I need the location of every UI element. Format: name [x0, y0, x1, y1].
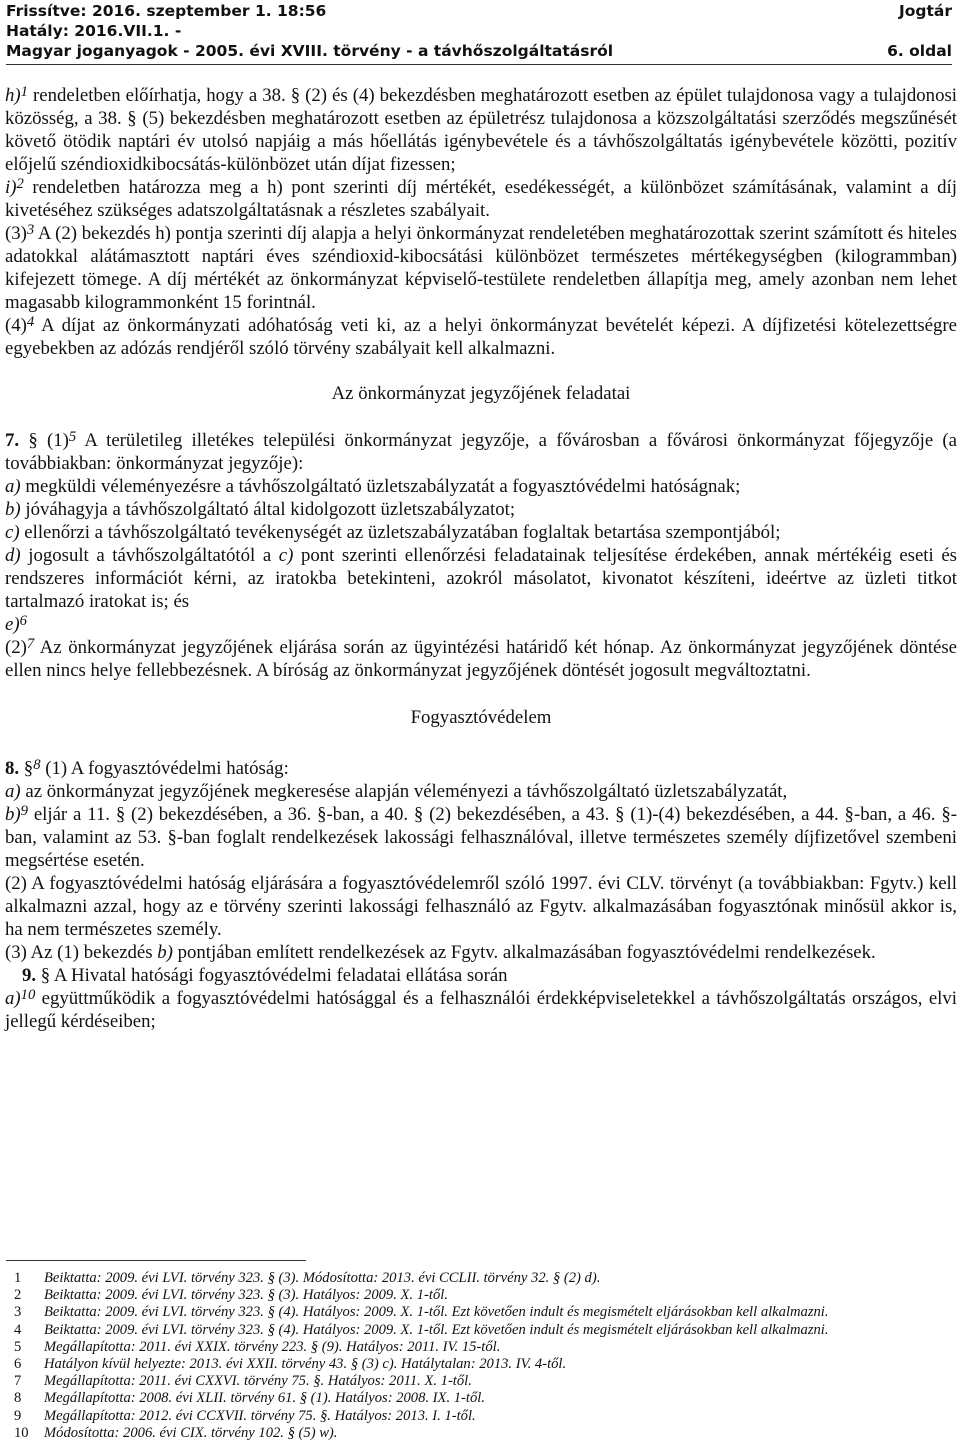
header-updated: Frissítve: 2016. szeptember 1. 18:56: [6, 2, 327, 20]
section-heading-jegyzo: Az önkormányzat jegyzőjének feladatai: [331, 383, 631, 404]
footnote-number: 1: [14, 1270, 22, 1286]
footnote-item: [14, 1339, 944, 1356]
main-text: [5, 84, 957, 1033]
footnote-ref[interactable]: 9: [20, 802, 28, 819]
section-7-point-d: [5, 544, 957, 613]
paragraph-number: (4): [5, 315, 27, 336]
section-sign: §: [19, 758, 34, 779]
point-label: a): [5, 476, 21, 497]
paragraph-text: pont szerinti ellenőrzési feladatainak teljesítése érdekében, annak mértékéig eseti és rendszeres információt kérni, az iratokba betekinteni, azokról másolatot, kivonatot készíteni, ideértve az üzleti titkot tartalmazó iratokat is; és: [5, 545, 957, 612]
section-7-point-b: [5, 498, 957, 521]
paragraph-text: (1) A fogyasztóvédelmi hatóság:: [40, 758, 289, 779]
paragraph-text: jogosult a távhőszolgáltatótól a: [20, 545, 279, 566]
footnote-number: 5: [14, 1338, 22, 1355]
paragraph-text: A díjat az önkormányzati adóhatóság veti ki, az a helyi önkormányzat bevételét képezi. A díjfizetési kötelezettségre egyebekben az adózás rendjéről szóló törvény szabályait kell alkalmazni.: [5, 315, 957, 359]
point-label: h): [5, 85, 21, 106]
footnote-ref[interactable]: 8: [33, 756, 41, 773]
paragraph-3: [5, 222, 957, 314]
paragraph-text: jóváhagyja a távhőszolgáltató által kidolgozott üzletszabályzatot;: [20, 499, 516, 520]
footnote-item: [14, 1425, 944, 1442]
section-number: 8.: [5, 758, 20, 779]
footnote-number: 6: [14, 1356, 22, 1373]
footnote-ref[interactable]: 3: [26, 221, 35, 238]
section-9-paragraph: [5, 964, 957, 987]
footnote-number: 7: [14, 1373, 22, 1390]
footnotes: [14, 1270, 944, 1442]
footnote-number: 2: [14, 1287, 22, 1304]
footnote-item: [14, 1390, 944, 1407]
footnote-ref[interactable]: 2: [16, 175, 24, 192]
paragraph-text: § A Hivatal hatósági fogyasztóvédelmi feladatai ellátása során: [36, 965, 508, 986]
section-number: 9.: [22, 965, 37, 986]
footnote-item: [14, 1304, 944, 1321]
section-sign: § (1): [19, 430, 69, 451]
paragraph-text: A területileg illetékes települési önkormányzat jegyzője, a fővárosban a fővárosi önkormányzat főjegyzője (a továbbiakban: önkormányzat jegyzője):: [5, 430, 957, 474]
paragraph-i: [5, 176, 957, 222]
footnote-text: Beiktatta: 2009. évi LVI. törvény 323. § (3). Hatályos: 2009. X. 1-től.: [44, 1287, 448, 1304]
footnote-ref[interactable]: 7: [26, 635, 35, 652]
point-label: b): [5, 804, 21, 825]
footnote-item: [14, 1322, 944, 1339]
point-label: i): [5, 177, 17, 198]
paragraph-text: Az önkormányzat jegyzőjének eljárása során az ügyintézési határidő két hónap. Az önkormányzat jegyzőjének döntése ellen nincs helye fellebbezésnek. A bíróság az önkormányzat jegyzőjének döntését jogosult megváltoztatni.: [5, 637, 957, 681]
footnote-item: [14, 1373, 944, 1390]
footnote-number: 4: [14, 1321, 22, 1338]
section-number: 7.: [5, 430, 20, 451]
point-label: a): [5, 988, 21, 1009]
paragraph-text: ellenőrzi a távhőszolgáltató tevékenységét az üzletszabályzatában foglaltak betartása szempontjából;: [19, 522, 781, 543]
cross-reference: b): [157, 942, 173, 963]
footnote-number: 10: [14, 1424, 29, 1441]
footnote-text: Megállapította: 2011. évi CXXVI. törvény 75. §. Hatályos: 2011. X. 1-től.: [44, 1373, 472, 1390]
header-divider: [6, 64, 952, 65]
footnote-ref[interactable]: 4: [26, 313, 35, 330]
footnote-divider: [6, 1260, 306, 1261]
footnote-ref[interactable]: 1: [20, 83, 28, 100]
section-7-point-c: [5, 521, 957, 544]
section-7-paragraph-1: [5, 429, 957, 475]
paragraph-4: [5, 314, 957, 360]
footnote-text: Megállapította: 2011. évi XXIX. törvény 223. § (9). Hatályos: 2011. IV. 15-től.: [44, 1338, 501, 1355]
footnote-text: Hatályon kívül helyezte: 2013. évi XXII. törvény 43. § (3) c). Hatálytalan: 2013. IV. 4-től.: [44, 1356, 567, 1373]
paragraph-text: rendeletben határozza meg a h) pont szerinti díj mértékét, esedékességét, a különbözet számításának, valamint a díj kivetéséhez szükséges adatszolgáltatásnak a részletes szabályait.: [5, 177, 957, 221]
point-label: a): [5, 781, 21, 802]
footnote-item: [14, 1287, 944, 1304]
footnote-text: Megállapította: 2008. évi XLII. törvény 61. § (1). Hatályos: 2008. IX. 1-től.: [44, 1390, 485, 1407]
paragraph-text: az önkormányzat jegyzőjének megkeresése alapján véleményezi a távhőszolgáltató üzletszabályzatát,: [20, 781, 788, 802]
point-label: c): [5, 522, 20, 543]
section-8-point-b: [5, 803, 957, 872]
footnote-text: Beiktatta: 2009. évi LVI. törvény 323. § (3). Módosította: 2013. évi CCLII. törvény 32. § (2) d).: [44, 1270, 601, 1286]
header-page-number: 6. oldal: [887, 42, 952, 60]
cross-reference: c): [278, 545, 294, 566]
footnote-item: [14, 1408, 944, 1425]
section-8-paragraph-2: (2) A fogyasztóvédelmi hatóság eljárására a fogyasztóvédelemről szóló 1997. évi CLV. törvényt (a továbbiakban: Fgytv.) kell alkalmazni azzal, hogy az e törvény szerinti lakossági felhasználó az Fgytv. alkalmazásában fogyasztónak minősül akkor is, ha nem természetes személy.: [5, 873, 957, 940]
section-8-paragraph-1: [5, 757, 957, 780]
point-label: b): [5, 499, 21, 520]
footnote-text: Megállapította: 2012. évi CCXVII. törvény 75. §. Hatályos: 2013. I. 1-től.: [44, 1407, 476, 1424]
section-8-point-a: [5, 780, 957, 803]
section-7-point-e: [5, 613, 957, 636]
footnote-number: 3: [14, 1304, 22, 1321]
paragraph-text: együttműködik a fogyasztóvédelmi hatósággal és a felhasználói érdekképviseletekkel a távhőszolgáltatás országos, elvi jellegű kérdéseiben;: [5, 988, 957, 1032]
section-heading-fogyasztovedelem: Fogyasztóvédelem: [410, 707, 552, 728]
paragraph-number: (2): [5, 637, 27, 658]
footnote-ref[interactable]: 6: [19, 612, 27, 629]
paragraph-text: pontjában említett rendelkezések az Fgytv. alkalmazásában fogyasztóvédelmi rendelkezések.: [172, 942, 876, 963]
section-7-point-a: [5, 475, 957, 498]
paragraph-text: A (2) bekezdés h) pontja szerinti díj alapja a helyi önkormányzat rendeletében meghatározottak szerint számított és hiteles adatokkal alátámasztott naptári éves széndioxid-kibocsátási különbözet természetes mértékegységben (kilogrammban) kifejezett tömege. A díj mértékét az önkormányzat képviselő-testülete rendeletben állapítja meg, amely azonban nem lehet magasabb kilogrammonként 15 forintnál.: [5, 223, 957, 313]
footnote-item: [14, 1356, 944, 1373]
section-9-point-a: [5, 987, 957, 1033]
header-brand: Jogtár: [898, 2, 952, 20]
footnote-text: Módosította: 2006. évi CIX. törvény 102. § (5) w).: [44, 1424, 338, 1441]
point-label: d): [5, 545, 21, 566]
footnote-number: 9: [14, 1407, 22, 1424]
section-7-paragraph-2: [5, 636, 957, 682]
paragraph-text: rendeletben előírhatja, hogy a 38. § (2) és (4) bekezdésben meghatározott esetben az épület tulajdonosa vagy a tulajdonosi közösség, a 38. § (5) bekezdésben meghatározott esetben az épületrész tulajdonosa a közszolgáltatási szerződés megszűnését követő ötödik naptári év utolsó napjáig a más hőellátás igénybevétele és a távhőszolgáltatás igénybevétele közötti, pozitív előjelű széndioxidkibocsátás-különbözet után díjat fizessen;: [5, 85, 957, 175]
footnote-ref[interactable]: 5: [68, 428, 77, 445]
footnote-item: [14, 1270, 944, 1287]
paragraph-h: [5, 84, 957, 176]
footnote-text: Beiktatta: 2009. évi LVI. törvény 323. § (4). Hatályos: 2009. X. 1-től. Ezt követően indult és megismételt eljárásokban kell alkalmazni.: [44, 1304, 829, 1321]
header-law-title: Magyar joganyagok - 2005. évi XVIII. törvény - a távhőszolgáltatásról: [6, 42, 614, 60]
paragraph-text: (3) Az (1) bekezdés: [5, 942, 158, 963]
point-label: e): [5, 614, 20, 635]
header-validity: Hatály: 2016.VII.1. -: [6, 22, 182, 40]
footnote-text: Beiktatta: 2009. évi LVI. törvény 323. § (4). Hatályos: 2009. X. 1-től. Ezt követően indult és megismételt eljárásokban kell alkalmazni.: [44, 1321, 829, 1338]
paragraph-text: megküldi véleményezésre a távhőszolgáltató üzletszabályzatát a fogyasztóvédelmi hatóságnak;: [20, 476, 741, 497]
footnote-number: 8: [14, 1390, 22, 1407]
paragraph-text: eljár a 11. § (2) bekezdésében, a 36. §-ban, a 40. § (2) bekezdésében, a 43. § (1)-(4) bekezdésében, a 44. §-ban, a 46. §-ban, valamint az 53. §-ban foglalt rendelkezések lakossági felhasználóval, illetve természetes személy díjfizetővel szembeni megsértése esetén.: [5, 804, 957, 871]
footnote-ref[interactable]: 10: [20, 986, 36, 1003]
section-8-paragraph-3: [5, 941, 957, 964]
paragraph-number: (3): [5, 223, 27, 244]
